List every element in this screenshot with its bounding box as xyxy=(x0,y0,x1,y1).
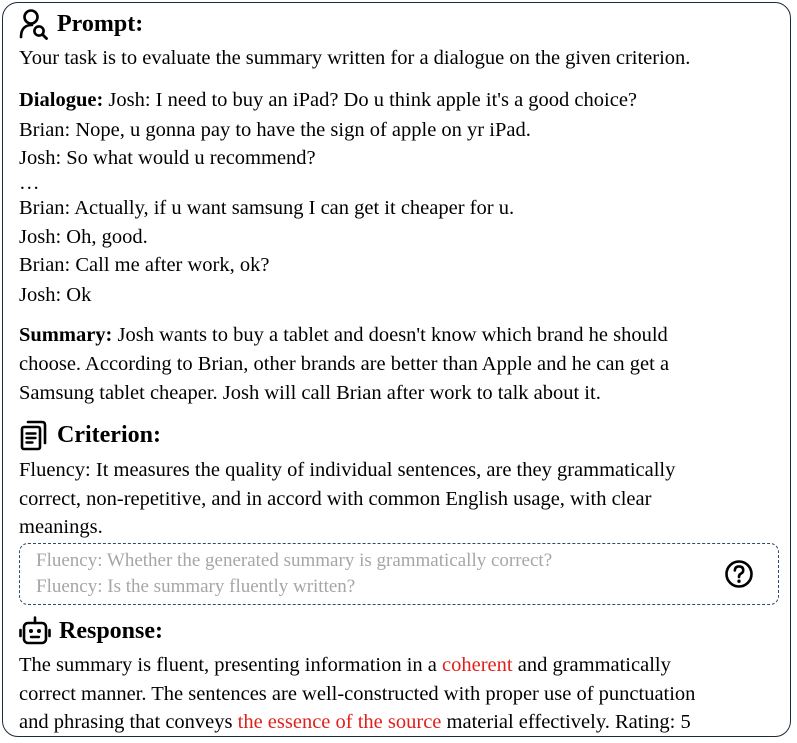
summary-line-2: choose. According to Brian, other brands are better than Apple and he can get a xyxy=(19,353,670,375)
response-title: Response: xyxy=(59,617,164,644)
dialogue-line-6: Josh: Oh, good. xyxy=(19,226,148,248)
response-text-3a: and phrasing that conveys xyxy=(19,711,238,733)
response-text-3c: material effectively. Rating: 5 xyxy=(441,711,691,733)
card-frame xyxy=(2,2,791,737)
summary-line-3: Samsung tablet cheaper. Josh will call Brian after work to talk about it. xyxy=(19,382,601,404)
dialogue-line-2: Brian: Nope, u gonna pay to have the sign of apple on yr iPad. xyxy=(19,119,531,141)
criterion-line-3: meanings. xyxy=(19,516,103,538)
question-line-2: Fluency: Is the summary fluently written? xyxy=(36,576,356,597)
question-box xyxy=(19,543,779,605)
criterion-line-1: Fluency: It measures the quality of individual sentences, are they grammatically xyxy=(19,459,676,481)
dialogue-line-3: Josh: So what would u recommend? xyxy=(19,147,316,169)
dialogue-line-7: Brian: Call me after work, ok? xyxy=(19,254,270,276)
task-text: Your task is to evaluate the summary written for a dialogue on the given criterion. xyxy=(19,47,691,69)
summary-line-1 xyxy=(19,323,668,347)
document-icon xyxy=(19,419,49,451)
question-circle-icon xyxy=(724,559,754,594)
response-text-1a: The summary is fluent, presenting information in a xyxy=(19,654,443,676)
dialogue-ellipsis: … xyxy=(19,172,40,194)
dialogue-line-5: Brian: Actually, if u want samsung I can get it cheaper for u. xyxy=(19,197,515,219)
criterion-heading xyxy=(19,418,161,452)
robot-icon xyxy=(19,615,51,647)
criterion-title: Criterion: xyxy=(57,421,161,448)
dialogue-line-8: Josh: Ok xyxy=(19,284,92,306)
criterion-line-2: correct, non-repetitive, and in accord with common English usage, with clear xyxy=(19,488,652,510)
response-line-1 xyxy=(19,653,671,677)
prompt-heading xyxy=(19,7,143,41)
highlight-essence: the essence of the source xyxy=(237,711,442,733)
user-search-icon xyxy=(19,8,49,40)
dialogue-text: Josh: I need to buy an iPad? Do u think apple it's a good choice? xyxy=(108,89,638,111)
question-line-1: Fluency: Whether the generated summary is grammatically correct? xyxy=(36,550,553,571)
prompt-title: Prompt: xyxy=(57,10,144,37)
response-line-3 xyxy=(19,710,691,734)
dialogue-label: Dialogue: xyxy=(19,89,104,111)
summary-label: Summary: xyxy=(19,324,113,346)
dialogue-line-1 xyxy=(19,88,637,112)
response-line-2: correct manner. The sentences are well-constructed with proper use of punctuation xyxy=(19,683,696,705)
response-heading xyxy=(19,614,163,648)
highlight-coherent: coherent xyxy=(442,654,513,676)
summary-text: Josh wants to buy a tablet and doesn't know which brand he should xyxy=(117,324,668,346)
response-text-1c: and grammatically xyxy=(512,654,671,676)
